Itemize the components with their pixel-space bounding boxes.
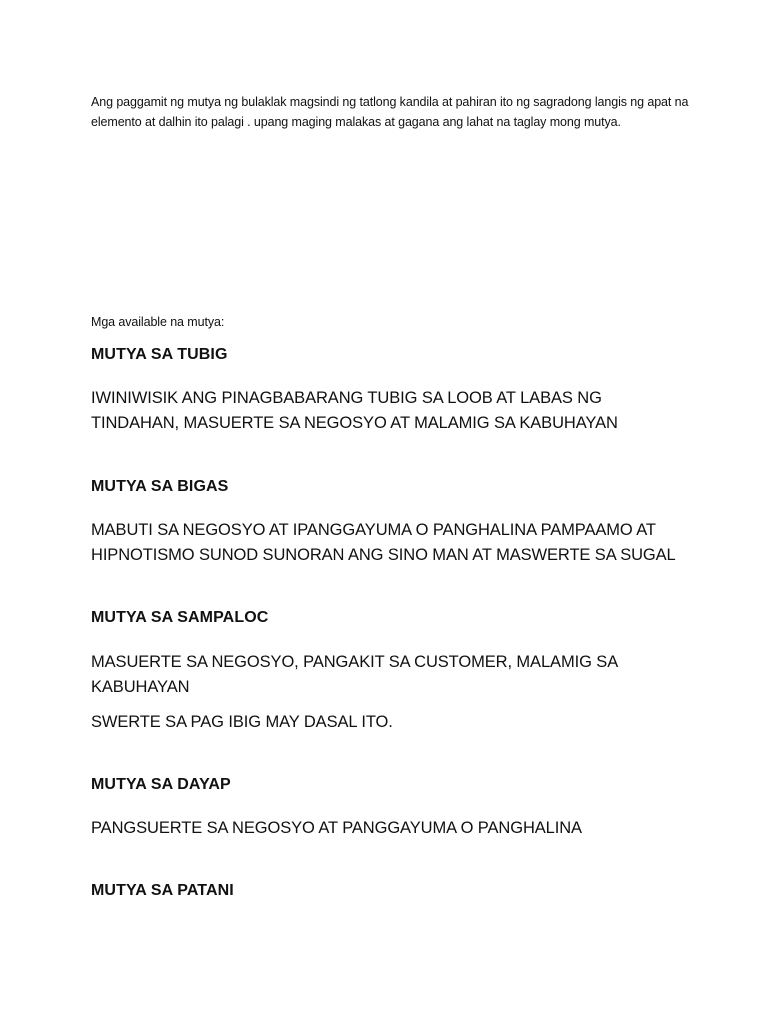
section-heading-patani: MUTYA SA PATANI [91,882,234,899]
section-heading-tubig: MUTYA SA TUBIG [91,346,228,363]
section-paragraph-dayap: PANGSUERTE SA NEGOSYO AT PANGGAYUMA O PANGHALINA [91,819,582,837]
section-paragraph-sampaloc-2: SWERTE SA PAG IBIG MAY DASAL ITO. [91,713,393,731]
section-paragraph-sampaloc-1: MASUERTE SA NEGOSYO, PANGAKIT SA CUSTOMER, MALAMIG SA KABUHAYAN [91,653,618,696]
available-label: Mga available na mutya: [91,315,225,329]
section-heading-dayap: MUTYA SA DAYAP [91,776,231,793]
section-heading-bigas: MUTYA SA BIGAS [91,478,229,495]
intro-paragraph: Ang paggamit ng mutya ng bulaklak magsindi ng tatlong kandila at pahiran ito ng sagradong langis ng apat na elemento at dalhin ito palagi . upang maging malakas at gagana ang lahat na taglay mong mutya. [91,95,689,129]
section-paragraph-tubig: IWINIWISIK ANG PINAGBABARANG TUBIG SA LOOB AT LABAS NG TINDAHAN, MASUERTE SA NEGOSYO AT MALAMIG SA KABUHAYAN [91,389,618,432]
section-heading-sampaloc: MUTYA SA SAMPALOC [91,609,269,626]
section-paragraph-bigas: MABUTI SA NEGOSYO AT IPANGGAYUMA O PANGHALINA PAMPAAMO AT HIPNOTISMO SUNOD SUNORAN ANG SINO MAN AT MASWERTE SA SUGAL [91,521,676,564]
